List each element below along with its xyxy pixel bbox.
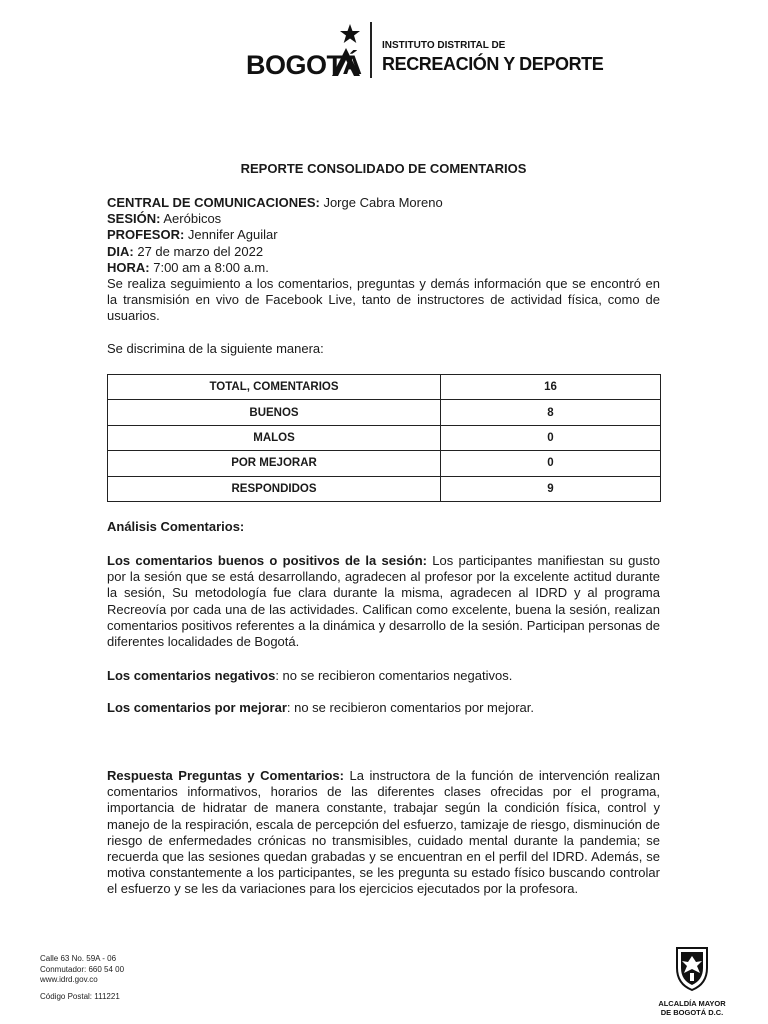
footer-address	[40, 954, 124, 1002]
negative-comments-label: Los comentarios negativos	[107, 668, 276, 683]
time-label: HORA:	[107, 259, 150, 275]
footer-phone: Conmutador: 660 54 00	[40, 964, 125, 974]
day-line	[107, 244, 660, 260]
table-row	[108, 375, 661, 400]
table-cell-value: 16	[441, 375, 661, 400]
table-cell-value: 0	[441, 451, 661, 476]
header-divider	[370, 22, 372, 78]
alcaldia-logo	[652, 944, 732, 1017]
improve-comments-label: Los comentarios por mejorar	[107, 700, 287, 715]
table-cell-value: 0	[441, 425, 661, 450]
table-cell-label: POR MEJORAR	[108, 451, 441, 476]
central-line	[107, 195, 660, 211]
table-cell-label: TOTAL, COMENTARIOS	[108, 375, 441, 400]
response-text: La instructora de la función de intervención realizan comentarios informativos, horarios de las diferentes clases ofrecidas por el programa, importancia de hidratar de manera constante, trabajar según la condición física, control y manejo de la respiración, escala de percepción del esfuerzo, tamizaje de riesgo, disminución de riesgo de enfermedades crónicas no transmisibles, cuidado mental durante la pandemia; se recuerda que las sesiones quedan grabadas y se encuentran en el perfil del IDRD. Además, se motiva constantemente a los participantes, se les pregunta su estado físico buscando controlar el esfuerzo y se les da variaciones para los ejercicios ejecutados por la profesora.	[107, 768, 661, 897]
table-cell-label: MALOS	[108, 425, 441, 450]
table-cell-label: RESPONDIDOS	[108, 476, 441, 501]
intro-paragraph: Se realiza seguimiento a los comentarios, preguntas y demás información que se encontró en la transmisión en vivo de Facebook Live, tanto de instructores de actividad física, como de usuarios.	[107, 276, 660, 324]
table-cell-label: BUENOS	[108, 400, 441, 425]
table-cell-value: 9	[441, 476, 661, 501]
improve-comments-text: : no se recibieron comentarios por mejorar.	[286, 700, 535, 715]
table-row	[108, 425, 661, 450]
day-value: 27 de marzo del 2022	[137, 243, 264, 259]
response-label: Respuesta Preguntas y Comentarios:	[107, 768, 344, 783]
report-meta	[107, 195, 660, 357]
teacher-label: PROFESOR:	[107, 227, 185, 243]
footer-street: Calle 63 No. 59A - 06	[40, 954, 117, 963]
table-row	[108, 400, 661, 425]
alcaldia-line2: DE BOGOTÁ D.C.	[660, 1008, 724, 1017]
table-row	[108, 451, 661, 476]
day-label: DIA:	[107, 243, 134, 259]
report-title: REPORTE CONSOLIDADO DE COMENTARIOS	[240, 161, 527, 176]
good-comments-paragraph	[107, 553, 660, 650]
good-comments-label: Los comentarios buenos o positivos de la sesión:	[107, 553, 427, 568]
time-line	[107, 260, 660, 276]
improve-comments-paragraph	[107, 700, 660, 716]
negative-comments-text: : no se recibieron comentarios negativos.	[275, 668, 513, 683]
header-logo	[246, 18, 604, 88]
coat-of-arms-icon	[673, 944, 711, 992]
response-paragraph	[107, 768, 660, 898]
central-label: CENTRAL DE COMUNICACIONES:	[107, 195, 320, 210]
table-row	[108, 476, 661, 501]
negative-comments-paragraph	[107, 668, 660, 684]
discriminate-text: Se discrimina de la siguiente manera:	[107, 340, 324, 356]
good-comments-text: Los participantes manifiestan su gusto por la sesión que se está desarrollando, agradecen al profesor por la excelente actitud durante la sesión, Su metodología fue clara durante la misma, agradecen al IDRD y al programa Recreovía por cada una de las actividades. Califican como excelente, buena la sesión, realizan comentarios positivos referentes a la dinámica y desarrollo de la sesión. Participan personas de diferentes localidades de Bogotá.	[107, 553, 660, 650]
star-icon	[326, 22, 362, 78]
session-label: SESIÓN:	[107, 211, 161, 227]
time-value: 7:00 am a 8:00 a.m.	[153, 259, 269, 275]
summary-table	[107, 374, 661, 502]
teacher-line	[107, 227, 660, 243]
analysis-heading: Análisis Comentarios:	[107, 519, 245, 534]
central-value: Jorge Cabra Moreno	[323, 195, 443, 210]
bogota-logo-text: BOGOTÁ	[246, 50, 362, 80]
alcaldia-line1: ALCALDÍA MAYOR	[658, 999, 726, 1008]
institute-name-small: INSTITUTO DISTRITAL DE	[382, 40, 506, 51]
session-value: Aeróbicos	[163, 211, 222, 227]
footer-web: www.idrd.gov.co	[40, 975, 98, 984]
session-line	[107, 211, 660, 227]
institute-name-big: RECREACIÓN Y DEPORTE	[382, 54, 604, 74]
table-cell-value: 8	[441, 400, 661, 425]
footer-postal: Código Postal: 111221	[40, 991, 120, 1001]
teacher-value: Jennifer Aguilar	[187, 227, 278, 243]
